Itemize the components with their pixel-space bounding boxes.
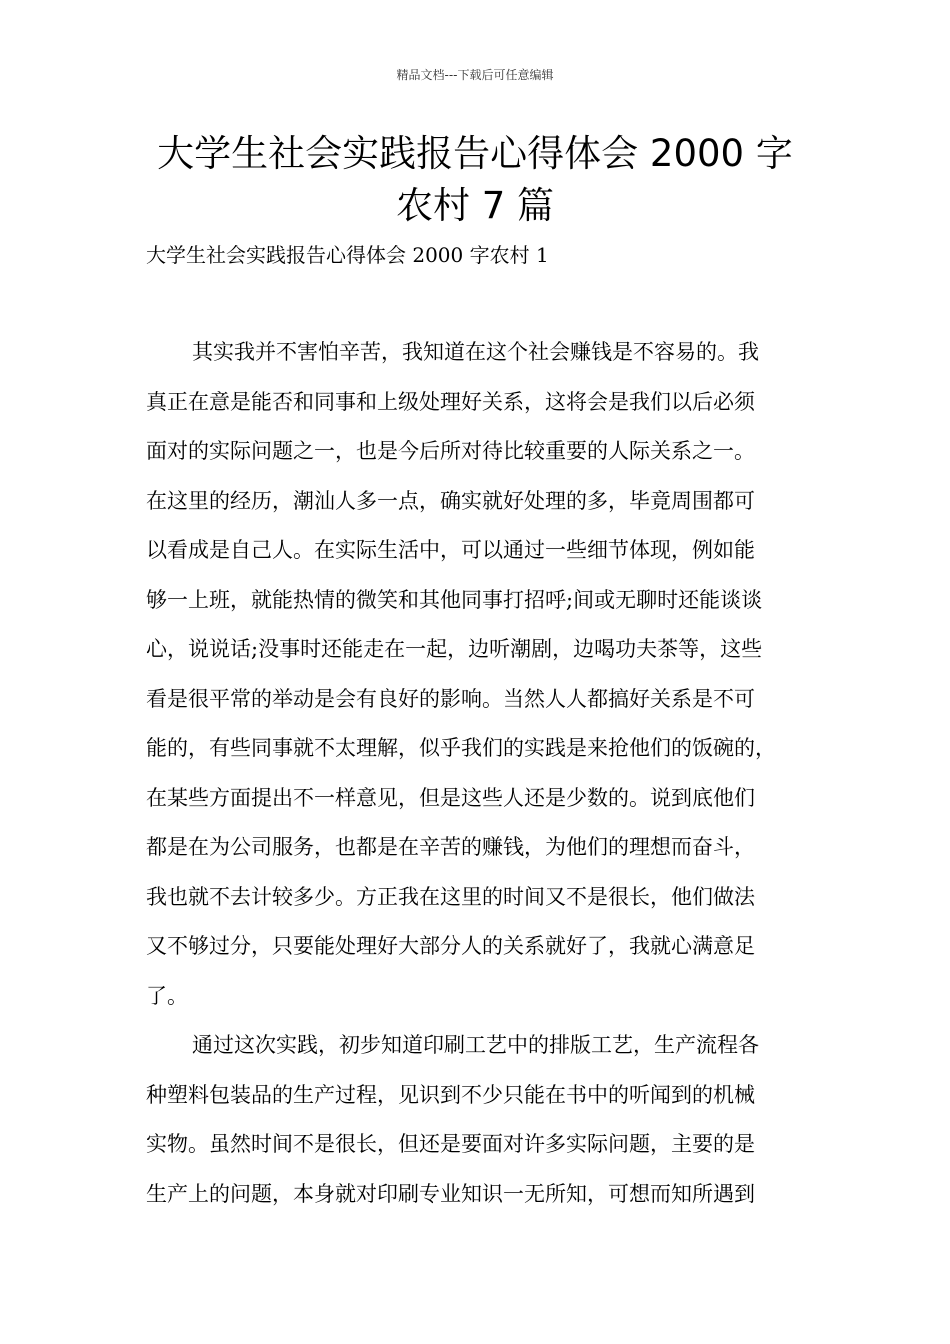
text-line: 面对的实际问题之一，也是今后所对待比较重要的人际关系之一。 [146, 439, 755, 463]
text-line: 了。 [146, 983, 188, 1008]
text-line: 心，说说话;没事时还能走在一起，边听潮剧，边喝功夫茶等，这些 [146, 637, 763, 661]
text-line: 真正在意是能否和同事和上级处理好关系，这将会是我们以后必须 [146, 389, 755, 414]
text-line: 通过这次实践，初步知道印刷工艺中的排版工艺，生产流程各 [192, 1033, 759, 1057]
title-line-1: 大学生社会实践报告心得体会 2000 字 [157, 132, 793, 175]
text-line: 种塑料包装品的生产过程，见识到不少只能在书中的听闻到的机械 [146, 1082, 755, 1107]
text-line: 能的，有些同事就不太理解，似乎我们的实践是来抢他们的饭碗的， [146, 736, 776, 760]
document-body [146, 331, 818, 1222]
paragraph-2 [146, 1024, 818, 1222]
text-line: 其实我并不害怕辛苦，我知道在这个社会赚钱是不容易的。我 [192, 340, 759, 364]
text-line: 我也就不去计较多少。方正我在这里的时间又不是很长，他们做法 [146, 884, 755, 909]
text-line: 在某些方面提出不一样意见，但是这些人还是少数的。说到底他们 [146, 785, 755, 810]
text-line: 看是很平常的举动是会有良好的影响。当然人人都搞好关系是不可 [146, 686, 755, 711]
text-line: 以看成是自己人。在实际生活中，可以通过一些细节体现，例如能 [146, 538, 755, 562]
document-title [95, 128, 855, 232]
text-line: 够一上班，就能热情的微笑和其他同事打招呼;间或无聊时还能谈谈 [146, 587, 763, 612]
text-line: 在这里的经历，潮汕人多一点，确实就好处理的多，毕竟周围都可 [146, 488, 755, 513]
paragraph-1 [146, 331, 818, 1024]
text-line: 生产上的问题，本身就对印刷专业知识一无所知，可想而知所遇到 [146, 1181, 755, 1206]
text-line: 又不够过分，只要能处理好大部分人的关系就好了，我就心满意足 [146, 934, 755, 958]
section-subtitle: 大学生社会实践报告心得体会 2000 字农村 1 [146, 243, 549, 267]
text-line: 都是在为公司服务，也都是在辛苦的赚钱，为他们的理想而奋斗， [146, 835, 755, 859]
text-line: 实物。虽然时间不是很长，但还是要面对许多实际问题，主要的是 [146, 1132, 755, 1156]
page-header: 精品文档---下载后可任意编辑 [396, 68, 554, 82]
title-line-2: 农村 7 篇 [395, 184, 555, 227]
